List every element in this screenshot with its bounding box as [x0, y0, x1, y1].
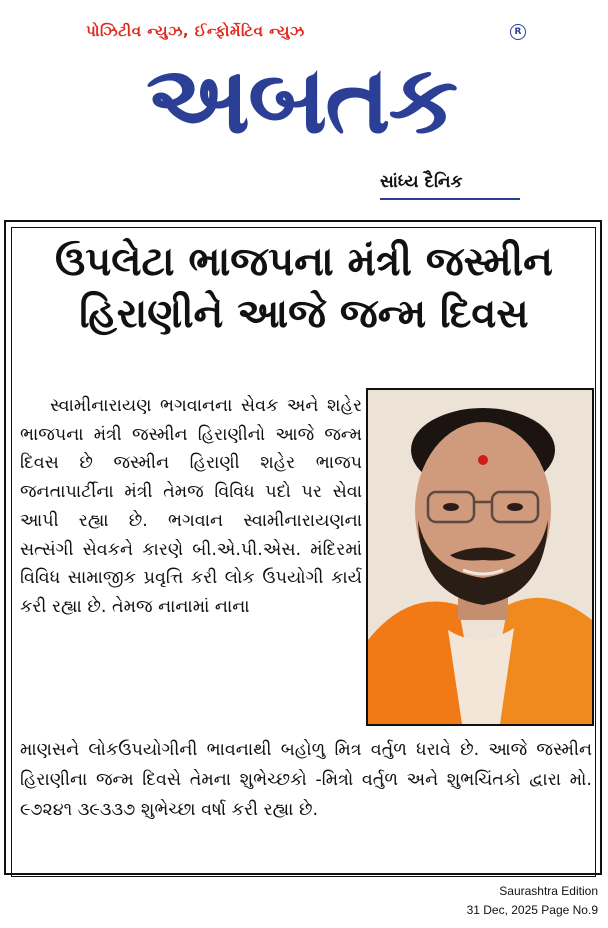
article-body-column [20, 392, 362, 622]
subtitle-underline [380, 198, 520, 200]
article-body-narrow: સ્વામીનારાયણ ભગવાનના સેવક અને શહેર ભાજપના મંત્રી જસ્મીન હિરાણીનો આજે જન્મ દિવસ છે જસ્મીન હિરાણી શહેર ભાજપ જનતાપાર્ટીના મંત્રી તેમજ વિવિધ પદો પર સેવા આપી રહ્યા છે. ભગવાન સ્વામીનારાયણના સત્સંગી સેવકને કારણે બી.એ.પી.એસ. મંદિરમાં વિવિધ સામાજીક પ્રવૃત્તિ કરી લોક ઉપયોગી કાર્ય કરી રહ્યા છે. તેમજ નાનામાં નાના [20, 396, 362, 617]
edition-label: Saurashtra Edition [499, 884, 598, 898]
portrait-illustration [368, 390, 592, 724]
headline-line-2: હિરાણીને આજે જન્મ દિવસ [79, 291, 529, 337]
date-page-label: 31 Dec, 2025 Page No.9 [466, 903, 598, 917]
masthead [0, 0, 608, 215]
article-body-wide: માણસને લોકઉપયોગીની ભાવનાથી બહોળુ મિત્ર વર્તુળ ધરાવે છે. આજે જસ્મીન હિરાણીના જન્મ દિવસે તેમના શુભેચ્છકો -મિત્રો વર્તુળ અને શુભચિંતકો દ્વારા મો. ૯૭૨૪૧ ૩૯૩૩૭ શુભેચ્છા વર્ષા કરી રહ્યા છે. [20, 740, 592, 820]
article-headline [18, 236, 590, 340]
registered-mark-icon: R [510, 24, 526, 40]
masthead-subtitle: સાંધ્ય દૈનિક [380, 172, 463, 192]
headline-line-1: ઉપલેટા ભાજપના મંત્રી જસ્મીન [55, 239, 553, 285]
portrait-photo [366, 388, 594, 726]
newspaper-logo: અબતક [145, 46, 457, 155]
tagline: પોઝિટીવ ન્યુઝ, ઈન્ફોર્મેટિવ ન્યુઝ [86, 22, 305, 40]
